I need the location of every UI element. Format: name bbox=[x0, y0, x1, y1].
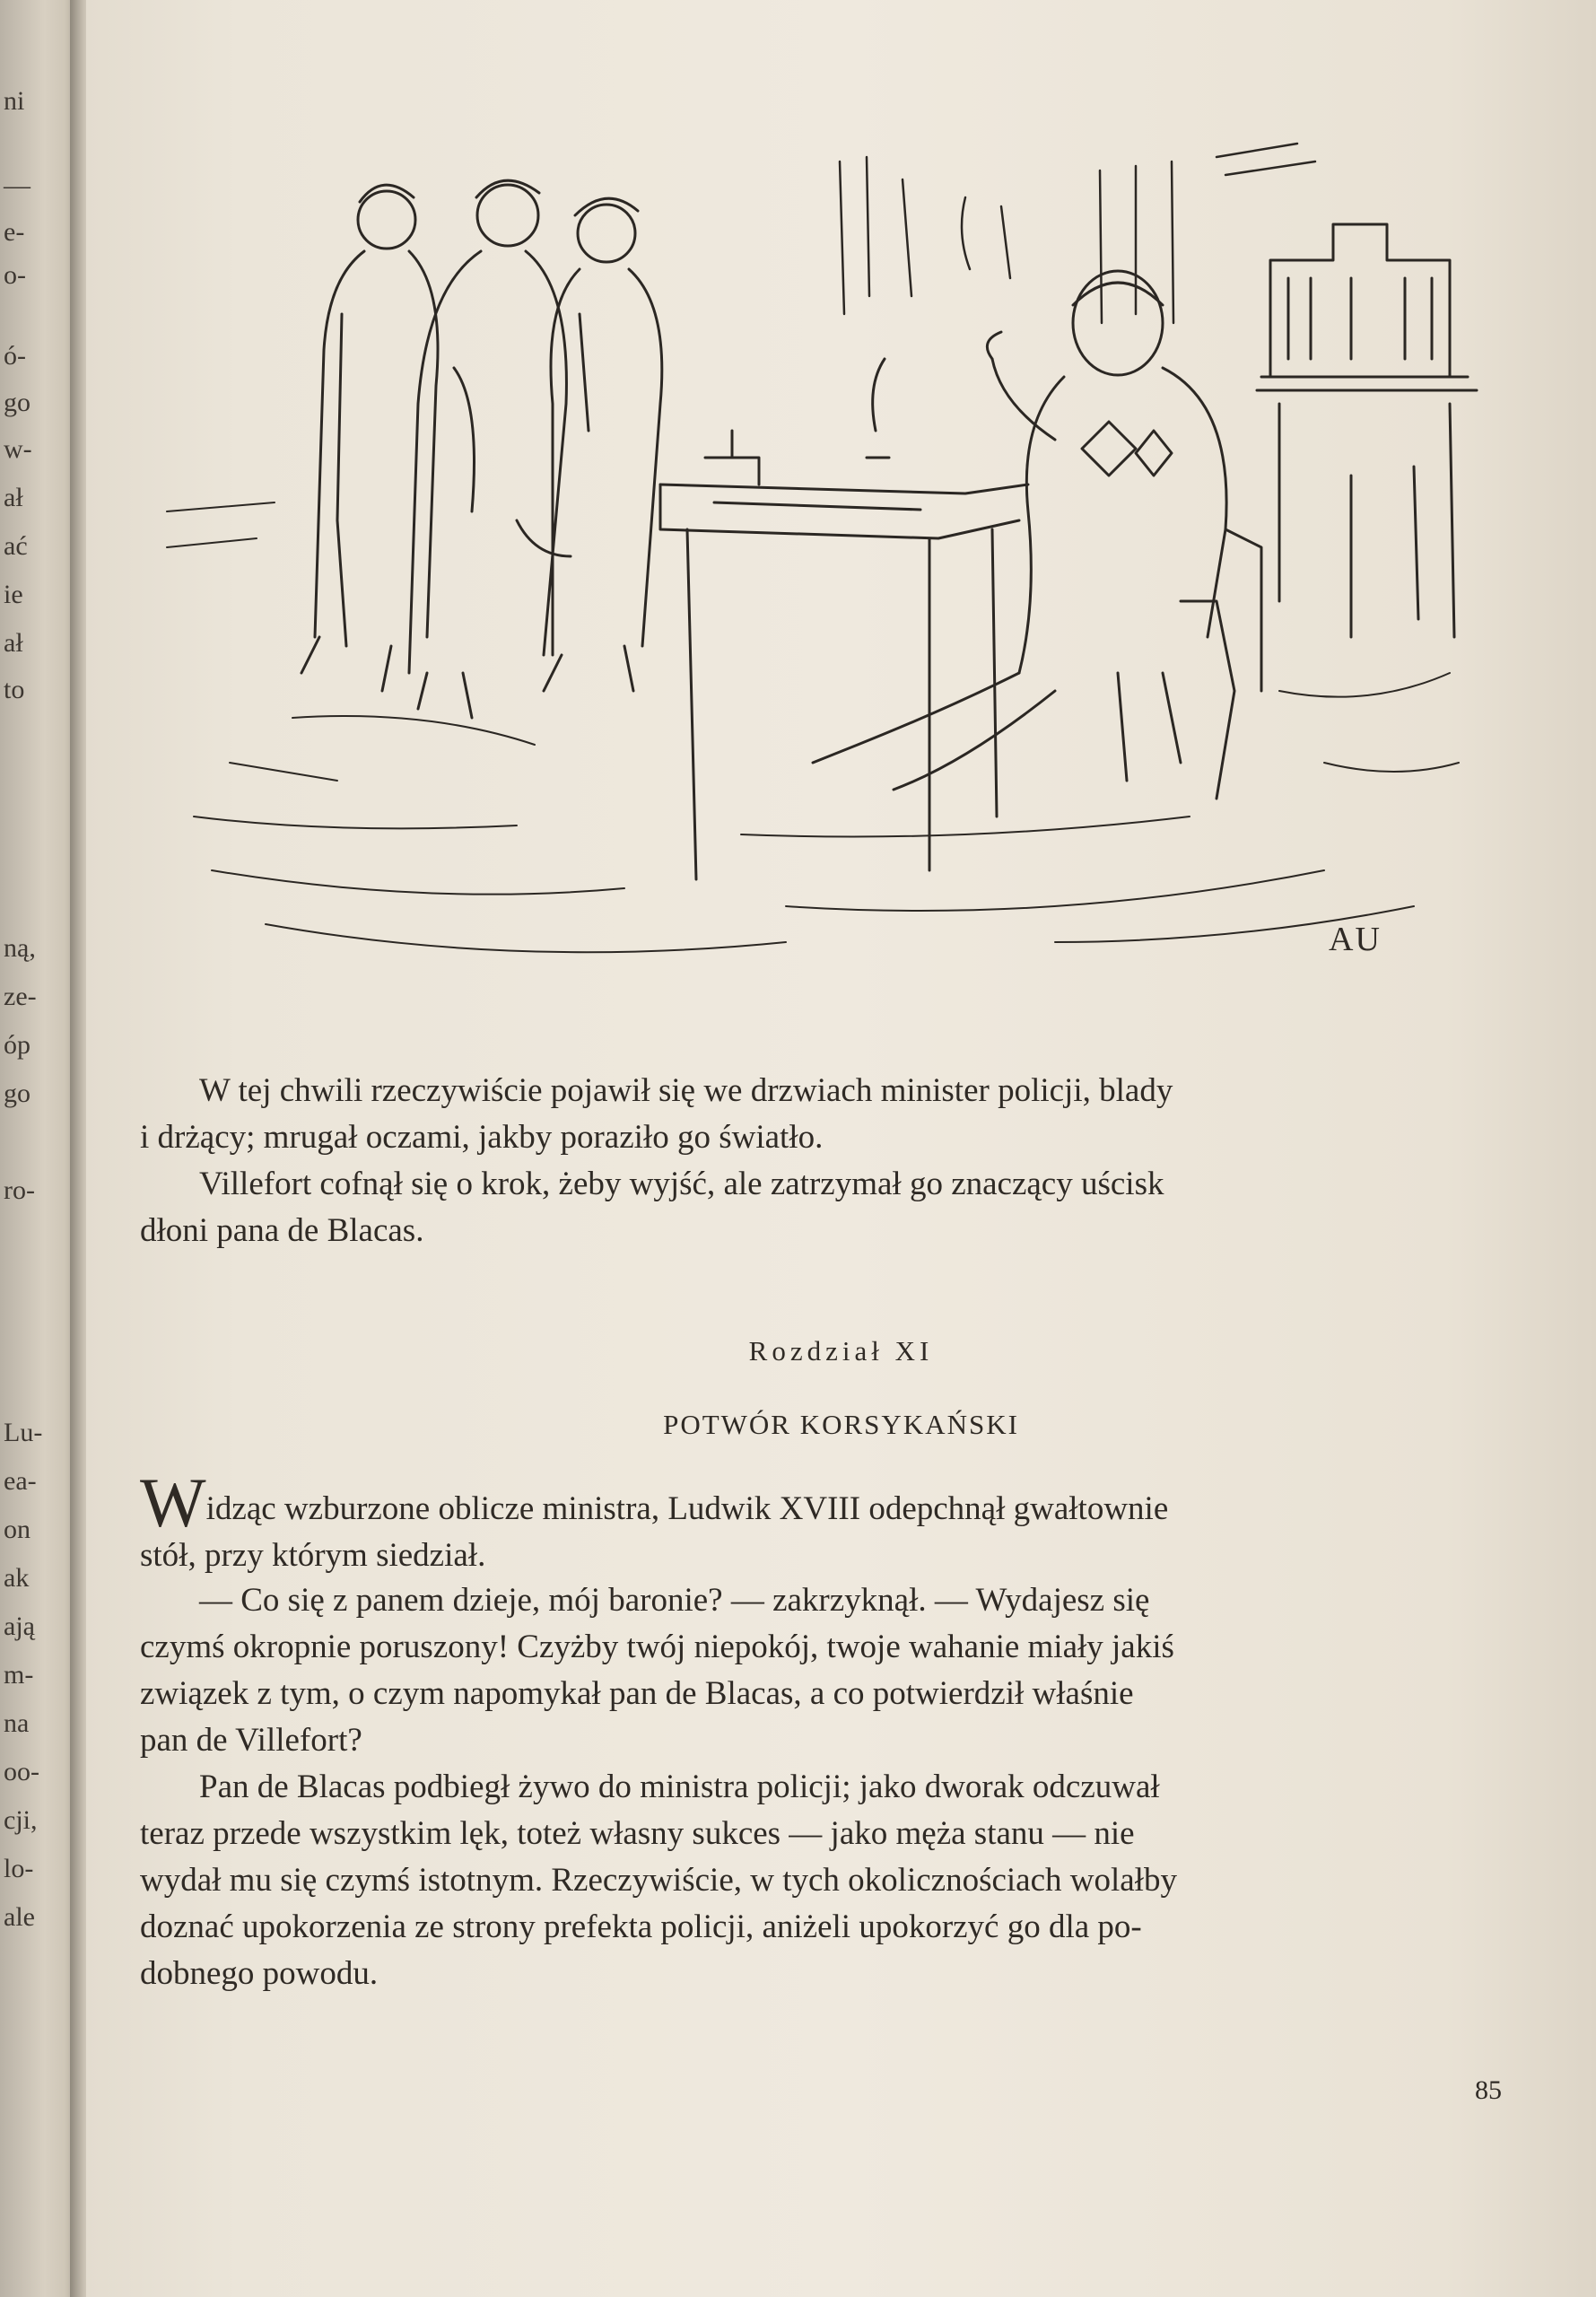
facing-page-fragment: ni bbox=[4, 86, 25, 116]
paragraph bbox=[140, 1463, 1405, 1579]
facing-page-fragment: ał bbox=[4, 628, 23, 658]
carpet-pattern bbox=[167, 502, 1459, 952]
illustration bbox=[158, 135, 1504, 978]
facing-page-fragment: on bbox=[4, 1515, 31, 1544]
text-line: doznać upokorzenia ze strony prefekta policji, aniżeli upokorzyć go dla po- bbox=[140, 1908, 1142, 1945]
facing-page-fragment: ale bbox=[4, 1902, 35, 1932]
facing-page-fragment: go bbox=[4, 388, 31, 417]
text-line: Villefort cofnął się o krok, żeby wyjść, ale zatrzymał go znaczący uścisk bbox=[199, 1166, 1164, 1202]
text-line: dobnego powodu. bbox=[140, 1955, 379, 1992]
text-line: wydał mu się czymś istotnym. Rzeczywiście, w tych okolicznościach wolałby bbox=[140, 1862, 1177, 1899]
facing-page-fragment: e- bbox=[4, 217, 25, 247]
facing-page-fragment: ak bbox=[4, 1563, 30, 1593]
facing-page-fragment: ea- bbox=[4, 1466, 37, 1496]
ink-drawing-scene bbox=[158, 135, 1504, 978]
cabinet bbox=[1257, 224, 1477, 637]
paragraph bbox=[140, 1068, 1405, 1161]
text-line: dłoni pana de Blacas. bbox=[140, 1212, 424, 1249]
text-line: W tej chwili rzeczywiście pojawił się we drzwiach minister policji, blady bbox=[199, 1072, 1173, 1109]
facing-page-fragment: ać bbox=[4, 531, 28, 561]
facing-page-fragment: oo- bbox=[4, 1757, 39, 1786]
facing-page-fragment: go bbox=[4, 1079, 31, 1108]
facing-page-fragment: — bbox=[4, 170, 31, 200]
text-line: związek z tym, o czym napomykał pan de Blacas, a co potwierdził właśnie bbox=[140, 1675, 1134, 1712]
facing-page-fragment: w- bbox=[4, 434, 32, 464]
text-line: teraz przede wszystkim lęk, toteż własny sukces — jako męża stanu — nie bbox=[140, 1815, 1135, 1852]
text-line: stół, przy którym siedział. bbox=[140, 1537, 486, 1574]
facing-page-fragment: ie bbox=[4, 580, 23, 609]
paragraph bbox=[140, 1577, 1405, 1764]
book-page bbox=[86, 0, 1596, 2297]
drop-cap: W bbox=[140, 1463, 206, 1542]
facing-page-fragment: m- bbox=[4, 1660, 34, 1690]
facing-page-fragment: na bbox=[4, 1708, 30, 1738]
facing-page-fragment: ro- bbox=[4, 1175, 35, 1205]
window-frame-lines bbox=[840, 144, 1315, 323]
facing-page-edge bbox=[0, 0, 81, 2297]
three-courtiers bbox=[301, 180, 662, 718]
seated-king bbox=[813, 271, 1261, 799]
facing-page-fragment: ają bbox=[4, 1611, 35, 1641]
text-line: Pan de Blacas podbiegł żywo do ministra policji; jako dworak odczuwał bbox=[199, 1769, 1160, 1805]
facing-page-fragment: lo- bbox=[4, 1854, 34, 1883]
text-line: — Co się z panem dzieje, mój baronie? — zakrzyknął. — Wydajesz się bbox=[199, 1582, 1150, 1619]
facing-page-fragment: Lu- bbox=[4, 1418, 43, 1447]
facing-page-fragment: cji, bbox=[4, 1805, 38, 1835]
facing-page-fragment: ó- bbox=[4, 341, 26, 371]
text-line: pan de Villefort? bbox=[140, 1722, 362, 1759]
text-line: czymś okropnie poruszony! Czyżby twój niepokój, twoje wahanie miały jakiś bbox=[140, 1629, 1174, 1665]
text-line-rest: idząc wzburzone oblicze ministra, Ludwik XVIII odepchnął gwałtownie bbox=[205, 1490, 1169, 1527]
facing-page-fragment: ał bbox=[4, 483, 23, 512]
facing-page-fragment: ze- bbox=[4, 982, 37, 1011]
text-line: i drżący; mrugał oczami, jakby poraziło go światło. bbox=[140, 1119, 824, 1156]
chapter-title: POTWÓR KORSYKAŃSKI bbox=[663, 1409, 1019, 1440]
artist-signature: AU bbox=[1329, 921, 1382, 958]
page-number: 85 bbox=[1475, 2075, 1502, 2105]
writing-desk bbox=[660, 359, 1028, 879]
paragraph bbox=[140, 1764, 1405, 1997]
facing-page-fragment: ną, bbox=[4, 933, 36, 963]
facing-page-fragment: to bbox=[4, 675, 25, 704]
text-line bbox=[140, 1463, 1405, 1542]
chapter-number: Rozdział XI bbox=[748, 1335, 934, 1367]
facing-page-fragment: o- bbox=[4, 260, 26, 290]
facing-page-fragment: óp bbox=[4, 1030, 31, 1060]
paragraph bbox=[140, 1161, 1405, 1254]
